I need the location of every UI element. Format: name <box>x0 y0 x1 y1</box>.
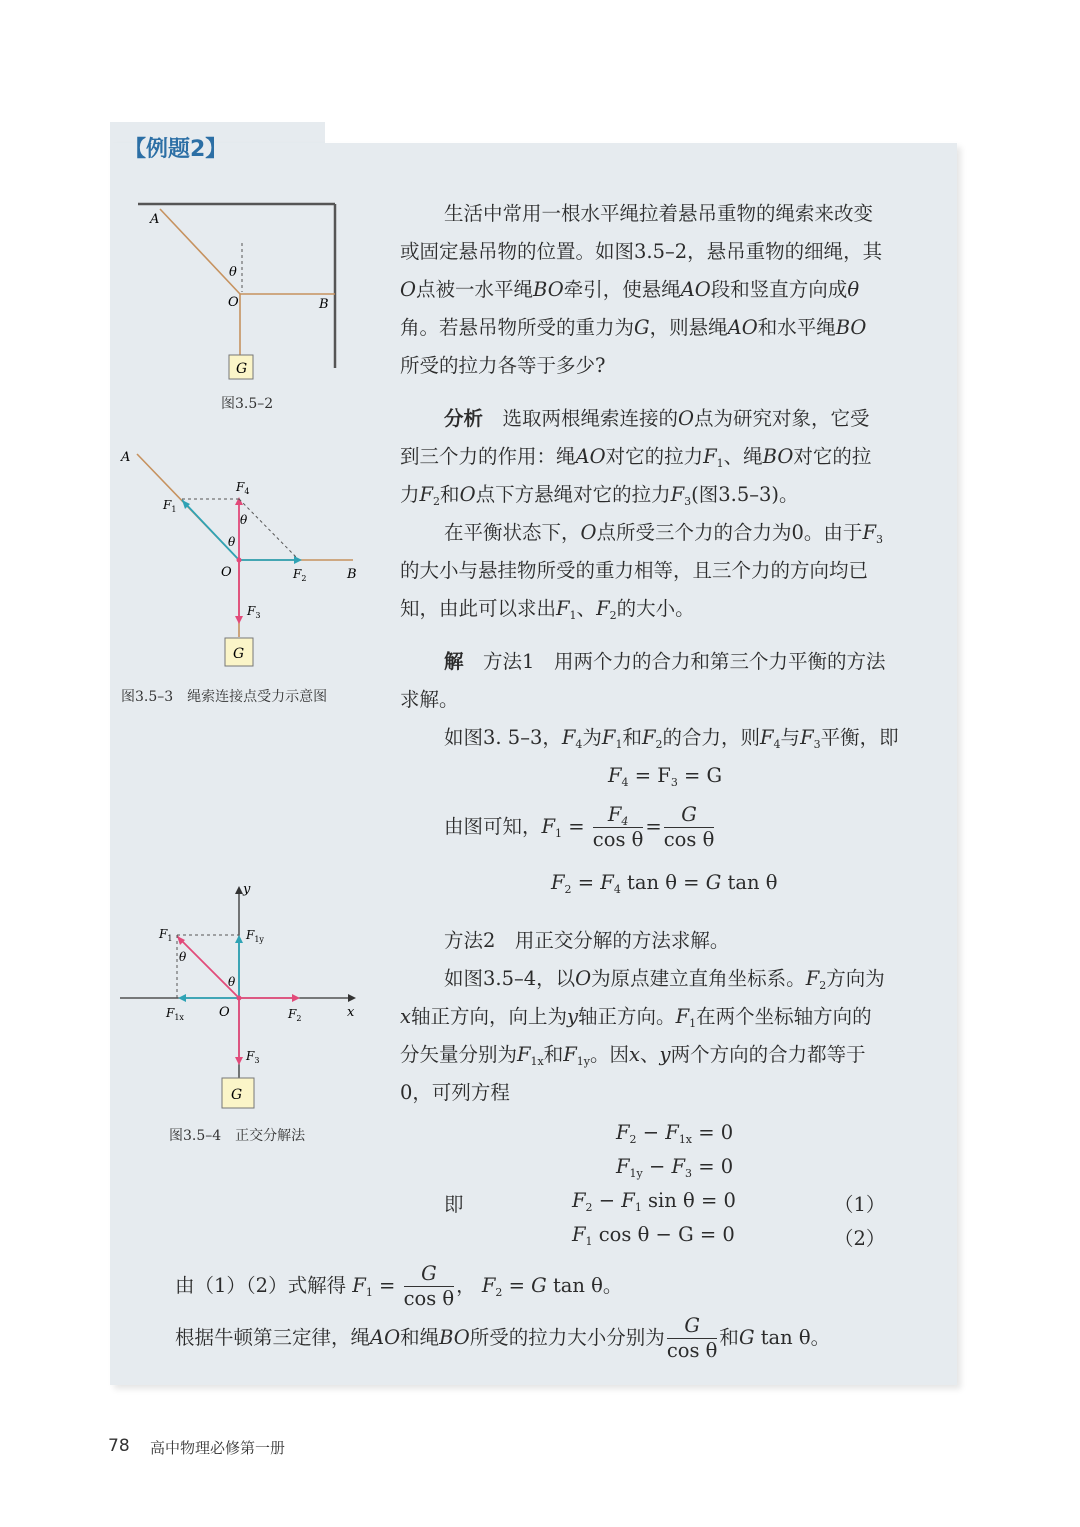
fraction-result-1: $\frac{G}{\text{cos θ}}$ <box>403 1262 455 1310</box>
equation-y-balance: $F_{1y} - F_3 = 0$ <box>616 1155 734 1180</box>
ji-label: 即 <box>444 1193 464 1216</box>
label-theta-1: θ <box>228 535 236 549</box>
label-f1: $F_1$ <box>163 498 177 514</box>
label-f2: $F_2$ <box>288 1007 302 1023</box>
dashed-diagonal <box>239 499 298 559</box>
label-theta-2: θ <box>179 950 187 964</box>
solution-label: 解 <box>444 650 464 673</box>
x-axis-head <box>348 994 356 1002</box>
label-theta-2: θ <box>240 513 248 527</box>
label-b: B <box>347 567 357 582</box>
label-f1y: $F_{1y}$ <box>246 928 264 944</box>
label-f3: $F_3$ <box>246 1049 260 1065</box>
fraction-f4-cos: $\frac{F_4}{\text{cos θ}}$ <box>592 803 644 851</box>
force-f1y-head <box>235 935 243 943</box>
method2-line-2: 如图3.5–4，以O为原点建立直角坐标系。$F_2$方向为 <box>444 967 885 992</box>
label-o: O <box>219 1005 230 1020</box>
caption-3-5-2: 图3.5–2 <box>221 396 274 412</box>
book-title: 高中物理必修第一册 <box>150 1439 286 1457</box>
equation-2-number: （2） <box>834 1227 886 1250</box>
label-g: G <box>236 361 248 377</box>
point-o <box>237 558 242 563</box>
result-line-1: 由（1）（2）式解得 $F_1$ = $\frac{G}{\text{cos θ}}$ ， $F_2 = G$ tan θ。 <box>175 1262 623 1310</box>
force-f2-head <box>292 994 300 1002</box>
figure-3-5-3 <box>115 445 365 679</box>
page-number: 78 <box>108 1436 130 1456</box>
problem-line-5: 所受的拉力各等于多少? <box>400 354 606 377</box>
method2-line-4: 分矢量分别为$F_{1x}$和$F_{1y}$。因x、y两个方向的合力都等于 <box>400 1043 866 1068</box>
rope-ao <box>160 209 240 294</box>
caption-3-5-4: 图3.5–4 正交分解法 <box>169 1128 306 1144</box>
label-a: A <box>121 450 131 465</box>
label-f4: $F_4$ <box>236 480 250 496</box>
result-line-2: 根据牛顿第三定律，绳AO和绳BO所受的拉力大小分别为 $\frac{G}{\text{cos θ}}$ 和G tan θ。 <box>175 1314 831 1362</box>
force-f3-head <box>235 1057 243 1065</box>
equation-f1: 由图可知，$F_1$ = $\frac{F_4}{\text{cos θ}}$ = $\frac{G}{\text{cos θ}}$ <box>444 803 715 851</box>
solution-line-1: 解 方法1 用两个力的合力和第三个力平衡的方法 <box>444 650 886 673</box>
label-g: G <box>233 646 245 662</box>
force-f3-head <box>235 616 243 624</box>
equation-1: $F_2 - F_1$ sin θ = 0 <box>572 1189 736 1214</box>
equation-f2: $F_2 = F_4$ tan θ = G tan θ <box>551 871 778 896</box>
force-f1-arrow <box>182 500 239 560</box>
problem-line-2: 或固定悬吊物的位置。如图3.5–2，悬吊重物的细绳，其 <box>400 240 883 263</box>
example-title: 【例题2】 <box>124 137 228 162</box>
problem-line-3: O点被一水平绳BO牵引，使悬绳AO段和竖直方向成θ <box>400 278 860 301</box>
label-f2: $F_2$ <box>293 567 307 583</box>
analysis-line-5: 的大小与悬挂物所受的重力相等，且三个力的方向均已 <box>400 559 869 582</box>
method2-line-5: 0，可列方程 <box>400 1081 510 1104</box>
label-x: x <box>347 1005 355 1020</box>
force-f1x-head <box>178 994 186 1002</box>
analysis-line-3: 力$F_2$和O点下方悬绳对它的拉力$F_3$(图3.5–3)。 <box>400 483 799 508</box>
figure-3-5-2-diagram <box>130 195 360 390</box>
analysis-line-4: 在平衡状态下，O点所受三个力的合力为0。由于$F_3$ <box>444 521 883 546</box>
label-y: y <box>243 882 251 897</box>
label-g: G <box>231 1087 243 1103</box>
problem-line-1: 生活中常用一根水平绳拉着悬吊重物的绳索来改变 <box>444 202 874 225</box>
label-f3: $F_3$ <box>247 604 261 620</box>
equation-1-number: （1） <box>834 1193 886 1216</box>
problem-line-4: 角。若悬吊物所受的重力为G，则悬绳AO和水平绳BO <box>400 316 867 339</box>
figure-3-5-2 <box>130 195 360 394</box>
force-f4-head <box>235 497 243 505</box>
solution-line-3: 如图3. 5–3，$F_4$为$F_1$和$F_2$的合力，则$F_4$与$F_3$平衡，即 <box>444 726 899 751</box>
label-o: O <box>228 295 239 310</box>
solution-line-2: 求解。 <box>400 688 459 711</box>
equation-f4: $F_4 = F_3 = G$ <box>608 764 723 789</box>
fraction-result-2: $\frac{G}{\text{cos θ}}$ <box>666 1314 718 1362</box>
origin-point <box>237 996 242 1001</box>
caption-3-5-3: 图3.5–3 绳索连接点受力示意图 <box>121 689 328 705</box>
method2-line-1: 方法2 用正交分解的方法求解。 <box>444 929 730 952</box>
y-axis-head <box>235 886 243 894</box>
analysis-line-2: 到三个力的作用：绳AO对它的拉力$F_1$、绳BO对它的拉 <box>400 445 872 470</box>
label-theta: θ <box>229 265 237 280</box>
label-b: B <box>319 297 329 312</box>
figure-3-5-4-diagram <box>115 880 365 1112</box>
figure-3-5-4 <box>115 880 365 1116</box>
label-theta-1: θ <box>228 975 236 989</box>
label-f1x: $F_{1x}$ <box>166 1006 184 1022</box>
equation-x-balance: $F_2 - F_{1x} = 0$ <box>616 1121 734 1146</box>
analysis-line-1: 分析 选取两根绳索连接的O点为研究对象，它受 <box>444 407 870 430</box>
fraction-g-cos: $\frac{G}{\text{cos θ}}$ <box>663 803 715 851</box>
label-f1: $F_1$ <box>159 927 173 943</box>
equation-2: $F_1$ cos θ − G = 0 <box>572 1223 735 1248</box>
force-f2-head <box>294 556 302 564</box>
label-a: A <box>150 212 160 227</box>
figure-3-5-3-diagram <box>115 445 365 675</box>
analysis-label: 分析 <box>444 407 484 430</box>
analysis-line-6: 知，由此可以求出$F_1$、$F_2$的大小。 <box>400 597 695 622</box>
method2-line-3: x轴正方向，向上为y轴正方向。$F_1$在两个坐标轴方向的 <box>400 1005 872 1030</box>
label-o: O <box>221 565 232 580</box>
